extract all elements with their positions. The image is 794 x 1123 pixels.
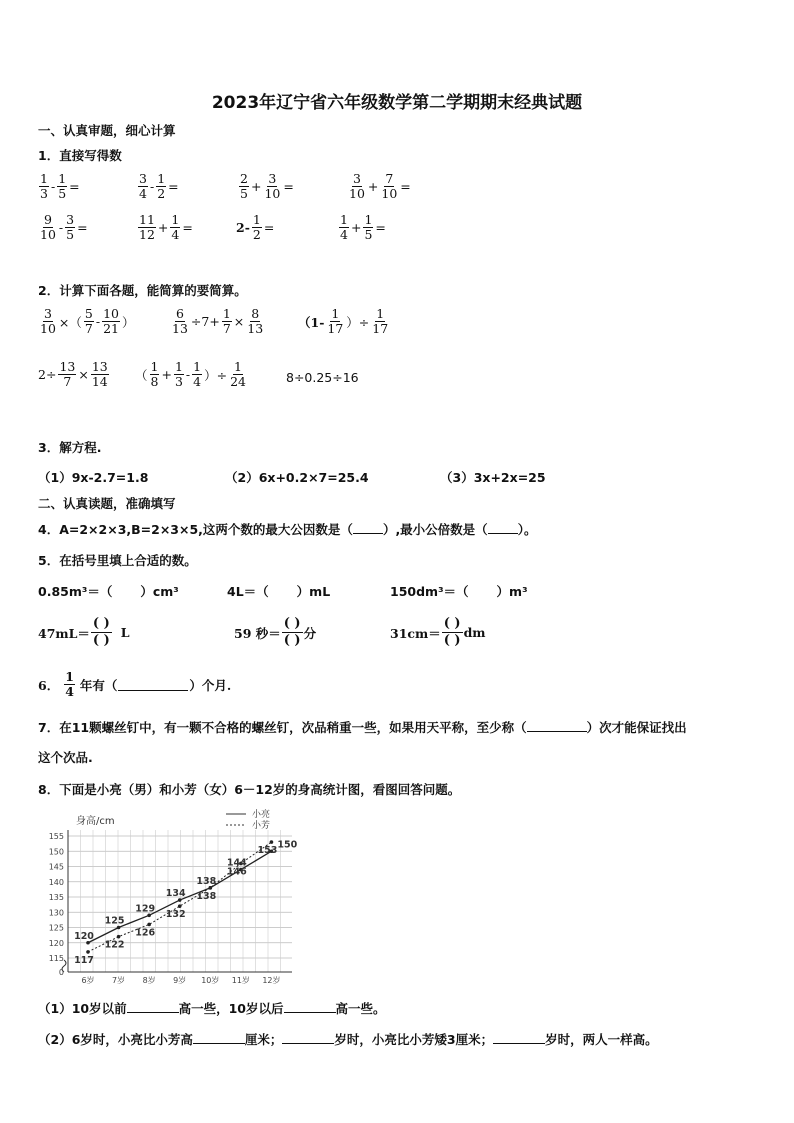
data-label: 126 <box>135 927 156 939</box>
x-tick-label: 7岁 <box>112 976 126 985</box>
q1-item-2: $\frac{3}{4}$ - $\frac{1}{2}$ = <box>139 171 179 201</box>
q2-title: 2．计算下面各题，能简算的要简算。 <box>38 283 247 298</box>
q2-expr-5: （ $\frac{1}{8}$ + $\frac{1}{3}$ - $\frac{1}{4}$ ）÷ $\frac{1}{24}$ <box>135 359 246 389</box>
data-label: 125 <box>104 915 125 927</box>
q3-eq-2: （2）6x+0.2×7=25.4 <box>225 470 369 485</box>
data-point <box>147 923 151 927</box>
data-label: 122 <box>104 939 125 951</box>
q8-blank-4[interactable] <box>282 1031 334 1044</box>
data-point <box>270 840 274 844</box>
q5-item-4: 47mL＝ ( ) ( ) L <box>38 616 130 648</box>
q1-item-7: $\frac{1}{4}$ + $\frac{1}{5}$ = <box>340 212 386 242</box>
x-tick-label: 12岁 <box>262 976 281 985</box>
chart-labels <box>49 832 298 985</box>
q2-expr-3: （1- $\frac{1}{17}$ ）÷ $\frac{1}{17}$ <box>298 306 389 336</box>
q5-item-1: 0.85m³＝（ ）cm³ <box>38 584 179 599</box>
q8-sub-2: （2）6岁时，小亮比小芳高 厘米； 岁时，小亮比小芳矮3厘米； 岁时，两人一样高。 <box>38 1032 658 1047</box>
q3-eq-3: （3）3x+2x=25 <box>440 470 546 485</box>
y-tick-label: 125 <box>48 923 64 933</box>
q2-expr-4: 2÷ $\frac{13}{7}$ × $\frac{13}{14}$ <box>38 359 108 389</box>
data-label: 138 <box>196 890 217 902</box>
y-tick-label: 0 <box>58 968 64 977</box>
section-heading-1: 一、认真审题，细心计算 <box>38 123 176 138</box>
height-line-chart <box>38 808 300 986</box>
q1-item-mixed: 2- $\frac{1}{2}$ = <box>236 212 275 242</box>
data-label: 117 <box>74 954 94 966</box>
q2-expr-2: $\frac{6}{13}$ ÷7+ $\frac{1}{7}$ × $\frac{8}{13}$ <box>172 306 264 336</box>
q1-item-1: $\frac{1}{3}$ - $\frac{1}{5}$ = <box>40 171 80 201</box>
page-title: 2023年辽宁省六年级数学第二学期期末经典试题 <box>211 93 583 113</box>
x-tick-label: 11岁 <box>231 976 250 985</box>
data-label: 129 <box>135 903 156 915</box>
q6: 6． $\frac{1}{4}$ 年有（ ）个月. <box>38 669 232 699</box>
q2-expr-1: $\frac{3}{10}$ ×（ $\frac{5}{7}$ - $\frac{10}{21}$ ） <box>40 306 135 336</box>
q1-item-4: $\frac{3}{10}$ + $\frac{7}{10}$ = <box>349 171 411 201</box>
x-tick-label: 8岁 <box>142 976 156 985</box>
x-tick-label: 10岁 <box>201 976 220 985</box>
data-label: 138 <box>196 875 217 887</box>
q3-eq-1: （1）9x-2.7=1.8 <box>38 470 149 485</box>
x-tick-label: 6岁 <box>81 976 95 985</box>
q8-blank-3[interactable] <box>193 1031 245 1044</box>
q7-blank[interactable] <box>527 719 587 732</box>
data-label: 134 <box>165 888 186 900</box>
q5-fraction-blank-3[interactable]: ( ) ( ) <box>443 616 461 648</box>
legend-label-xiaofang: 小芳 <box>252 821 271 831</box>
data-label: 150 <box>277 839 298 851</box>
x-tick-label: 9岁 <box>173 976 187 985</box>
data-label: 144 <box>226 857 247 869</box>
data-point <box>117 935 121 939</box>
q8-blank-2[interactable] <box>284 1000 336 1013</box>
q5-item-2: 4L＝（ ）mL <box>227 584 331 599</box>
y-tick-label: 115 <box>48 954 64 963</box>
data-point <box>86 950 90 954</box>
q1-item-3: $\frac{2}{5}$ + $\frac{3}{10}$ = <box>240 171 294 201</box>
y-tick-label: 150 <box>48 847 64 857</box>
q3-title: 3．解方程. <box>38 440 102 455</box>
q5-fraction-blank-1[interactable]: ( ) ( ) <box>92 616 110 648</box>
q5-title: 5．在括号里填上合适的数。 <box>38 553 197 568</box>
y-tick-label: 120 <box>48 938 64 948</box>
q1-title: 1．直接写得数 <box>38 148 122 163</box>
q8-sub-1: （1）10岁以前 高一些，10岁以后 高一些。 <box>38 1001 386 1016</box>
section-heading-2: 二、认真读题，准确填写 <box>38 496 176 511</box>
chart-ylabel: 身高/cm <box>76 816 115 827</box>
q8-blank-5[interactable] <box>493 1031 545 1044</box>
data-label: 153 <box>257 845 278 857</box>
y-tick-label: 145 <box>48 862 64 872</box>
q4: 4．A=2×2×3,B=2×3×5,这两个数的最大公因数是（ ）,最小公倍数是（ ）。 <box>38 522 537 537</box>
q4-blank-gcd[interactable] <box>353 521 383 534</box>
y-tick-label: 135 <box>48 893 64 902</box>
q8-blank-1[interactable] <box>127 1000 179 1013</box>
q7-line-2: 这个次品. <box>38 750 93 765</box>
q5-item-6: 31cm＝ ( ) ( ) dm <box>390 616 486 648</box>
q6-blank[interactable] <box>118 678 188 691</box>
y-tick-label: 130 <box>48 908 64 918</box>
data-point <box>178 904 182 908</box>
q1-item-6: $\frac{11}{12}$ + $\frac{1}{4}$ = <box>139 212 193 242</box>
q5-item-3: 150dm³＝（ ）m³ <box>390 584 528 599</box>
data-label: 132 <box>165 909 186 921</box>
q8-title: 8．下面是小亮（男）和小芳（女）6－12岁的身高统计图，看图回答问题。 <box>38 782 461 797</box>
q4-blank-lcm[interactable] <box>488 521 518 534</box>
q5-fraction-blank-2[interactable]: ( ) ( ) <box>283 616 301 648</box>
data-label: 146 <box>226 866 247 878</box>
q2-expr-6: 8÷0.25÷16 <box>286 370 359 385</box>
y-tick-label: 140 <box>48 877 64 887</box>
chart-legend <box>226 808 270 831</box>
legend-label-xiaoliang: 小亮 <box>252 810 271 820</box>
q1-item-5: $\frac{9}{10}$ - $\frac{3}{5}$ = <box>40 212 88 242</box>
data-label: 120 <box>74 930 94 942</box>
q5-item-5: 59 秒＝ ( ) ( ) 分 <box>234 616 317 648</box>
y-tick-label: 155 <box>48 832 64 841</box>
q7-line-1: 7．在11颗螺丝钉中，有一颗不合格的螺丝钉，次品稍重一些，如果用天平称，至少称（ ）次才能保证找出 <box>38 720 687 735</box>
